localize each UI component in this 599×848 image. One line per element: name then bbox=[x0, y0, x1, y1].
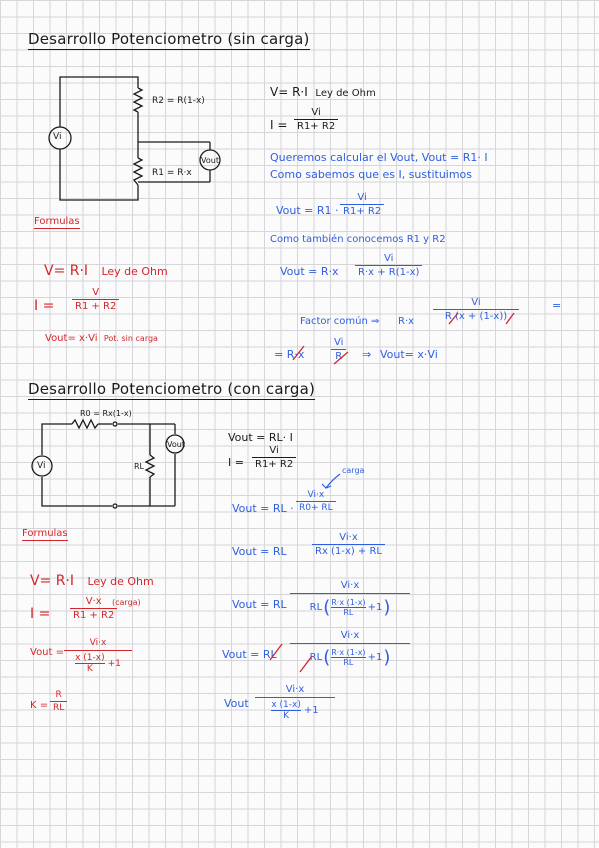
factor-lhs: R·x bbox=[398, 316, 415, 327]
source-vi-label: Vi bbox=[53, 132, 62, 142]
eq2-vout-rl: Vout = RL· I bbox=[228, 431, 293, 444]
source-vi-label-2: Vi bbox=[37, 461, 46, 471]
section2-title: Desarrollo Potenciometro (con carga) bbox=[28, 380, 316, 398]
eq-i-fraction: $\frac{Vi}{R1+ R2}$ bbox=[294, 107, 338, 132]
rl-label: RL bbox=[134, 462, 145, 471]
f2-vout-fraction: Vi·x x (1-x) K +1 bbox=[64, 638, 132, 674]
r2-label: R2 = R(1-x) bbox=[152, 96, 205, 106]
r0-label: R0 = Rx(1-x) bbox=[80, 409, 132, 418]
eq-i-lhs: I = bbox=[270, 118, 288, 132]
f2-i-note: (carga) bbox=[112, 598, 141, 607]
eq2-4-fraction: Vi·x RL ( R·x (1-x) RL +1 ) bbox=[290, 630, 410, 668]
f2-ohm: V= R·I Ley de Ohm bbox=[30, 573, 154, 589]
eq-vout2-fraction: $\frac{Vi}{R\cdot x + R(1-x)}$ bbox=[355, 253, 422, 278]
eq2-i-lhs: I = bbox=[228, 456, 244, 469]
factor-equals: = bbox=[552, 299, 562, 312]
final-lhs: = R·x bbox=[274, 348, 305, 361]
eq-vout2-lhs: Vout = R·x bbox=[280, 265, 339, 278]
eq2-1-fraction: $\frac{Vi\cdot x}{R0+ RL}$ bbox=[296, 490, 336, 513]
f1-i-lhs: I = bbox=[34, 298, 55, 314]
r1-label: R1 = R·x bbox=[152, 168, 192, 178]
text-want: Queremos calcular el Vout, Vout = R1· I bbox=[270, 151, 488, 164]
eq2-i-fraction: $\frac{Vi}{R1+ R2}$ bbox=[252, 445, 296, 470]
factor-label: Factor común ⇒ bbox=[300, 316, 380, 327]
eq2-3-fraction: Vi·x RL ( R·x (1-x) RL +1 ) bbox=[290, 580, 410, 618]
factor-fraction: $\frac{Vi}{R (x + (1-x))}$ bbox=[433, 297, 519, 322]
eq2-5-fraction: Vi·x x (1-x) K +1 bbox=[255, 684, 335, 721]
f2-k-fraction: $\frac{R}{RL}$ bbox=[50, 690, 67, 713]
vout-meter-label-2: Vout bbox=[167, 440, 185, 449]
eq2-2-fraction: $\frac{Vi\cdot x}{Rx (1-x) + RL}$ bbox=[312, 532, 385, 557]
eq-vout1-lhs: Vout = R1 · bbox=[276, 204, 339, 217]
eq2-3-lhs: Vout = RL bbox=[232, 598, 287, 611]
f1-ohm: V= R·I Ley de Ohm bbox=[44, 263, 168, 279]
eq-vout1-fraction: $\frac{Vi}{R1+ R2}$ bbox=[340, 192, 384, 217]
f1-vout: Vout= x·Vi Pot. sin carga bbox=[45, 333, 158, 344]
eq2-2-lhs: Vout = RL bbox=[232, 545, 287, 558]
eq2-1-lhs: Vout = RL · bbox=[232, 502, 294, 515]
final-result: Vout= x·Vi bbox=[380, 348, 438, 361]
text-also: Como también conocemos R1 y R2 bbox=[270, 234, 446, 245]
section1-title: Desarrollo Potenciometro (sin carga) bbox=[28, 30, 310, 48]
f2-i-fraction: $\frac{V\cdot x}{R1 + R2}$ bbox=[70, 596, 117, 621]
formulas2-title: Formulas bbox=[22, 528, 68, 539]
f1-i-fraction: $\frac{V}{R1 + R2}$ bbox=[72, 287, 119, 312]
vout-meter-label: Vout bbox=[201, 156, 219, 165]
final-fraction: $\frac{Vi}{R}$ bbox=[331, 337, 346, 362]
formulas1-title: Formulas bbox=[34, 216, 80, 227]
f2-k-lhs: K = bbox=[30, 700, 49, 711]
text-know: Como sabemos que es I, sustituimos bbox=[270, 168, 473, 181]
carga-note: carga bbox=[342, 466, 365, 475]
eq-ohm: V= R·I Ley de Ohm bbox=[270, 85, 376, 99]
eq2-4-lhs: Vout = RL bbox=[222, 648, 277, 661]
eq2-5-lhs: Vout bbox=[224, 697, 249, 710]
f2-vout-lhs: Vout = bbox=[30, 647, 64, 658]
final-arrow: ⇒ bbox=[362, 348, 372, 361]
f2-i-lhs: I = bbox=[30, 606, 51, 622]
